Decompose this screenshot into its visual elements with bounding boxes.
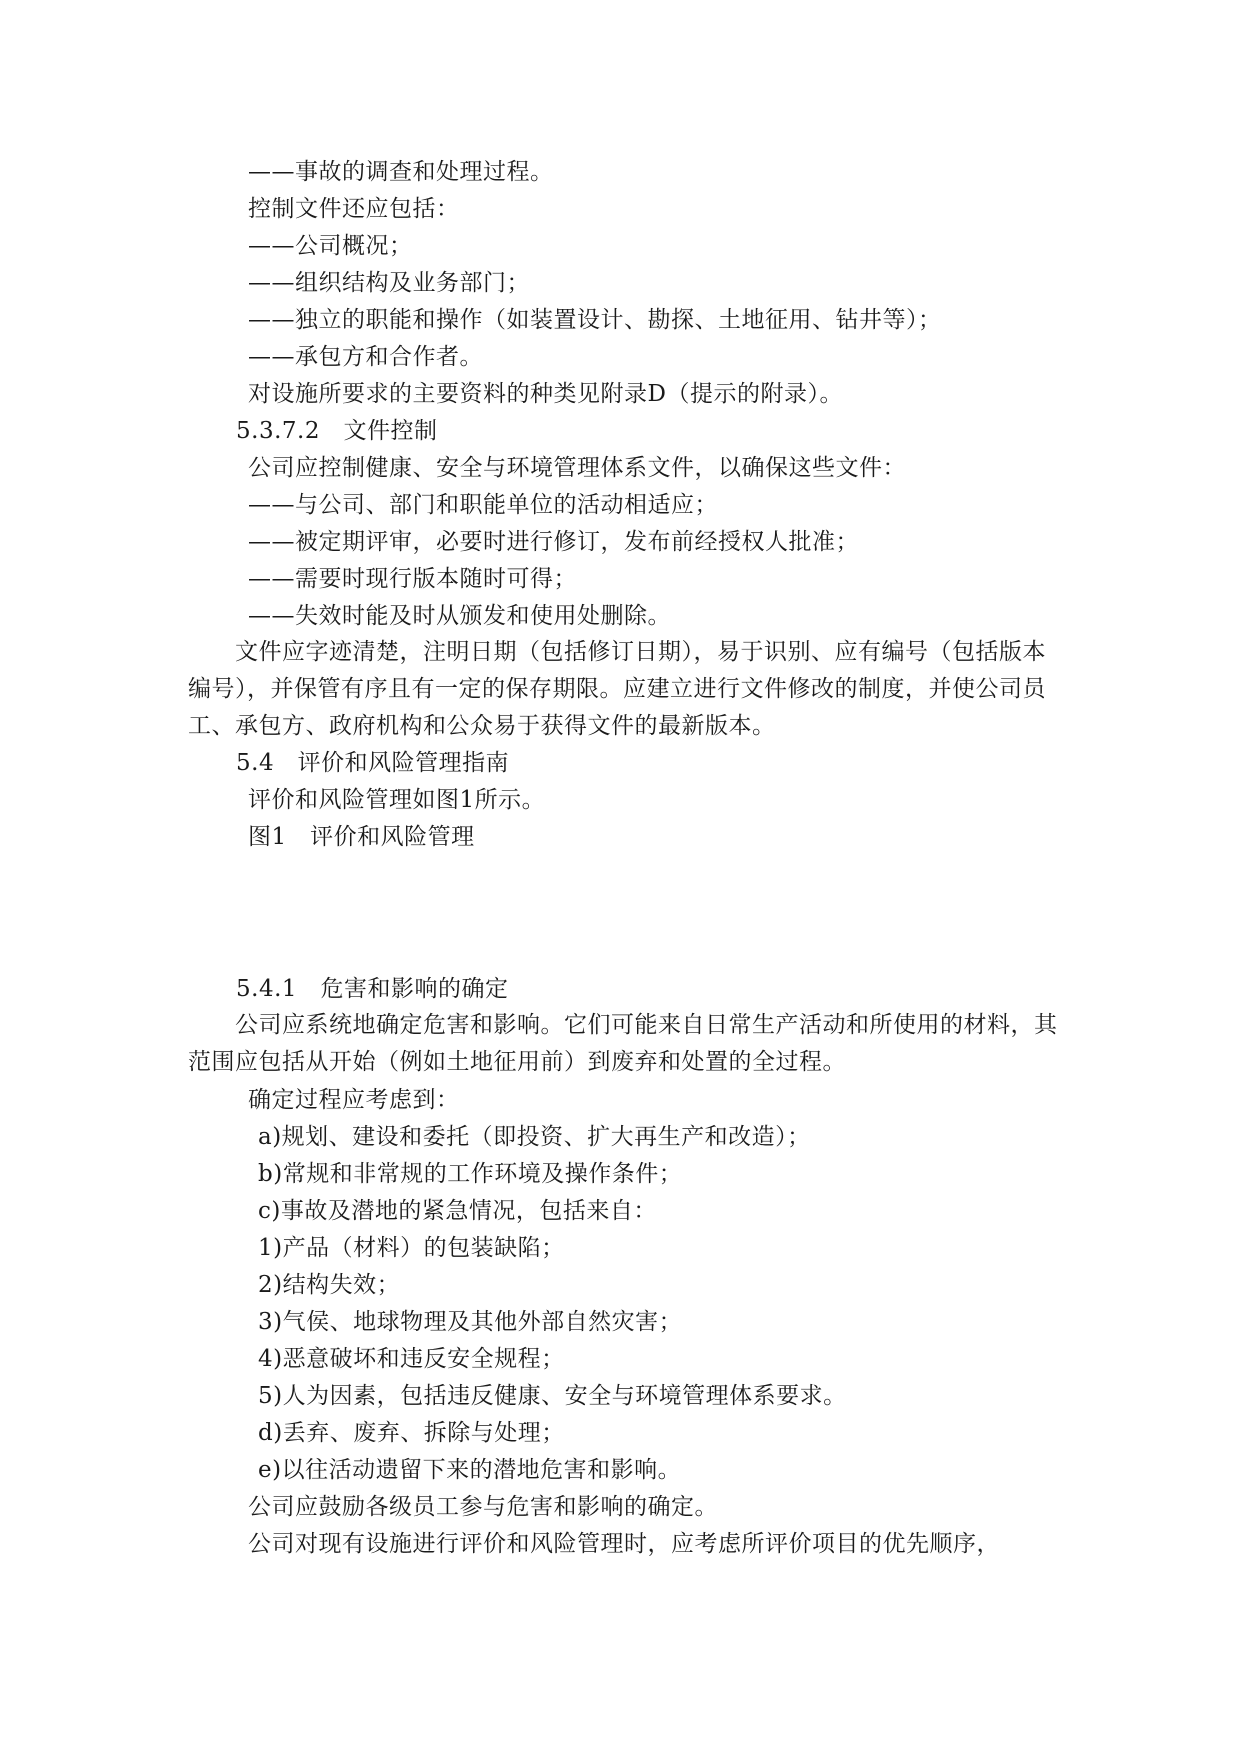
list-item: c)事故及潜地的紧急情况，包括来自：: [258, 1198, 657, 1224]
list-item: 2)结构失效；: [258, 1272, 401, 1298]
list-item: b)常规和非常规的工作环境及操作条件；: [258, 1161, 683, 1187]
list-item: d)丢弃、废弃、拆除与处理；: [258, 1420, 565, 1446]
paragraph-line: 公司对现有设施进行评价和风险管理时，应考虑所评价项目的优先顺序，: [248, 1531, 1000, 1557]
section-heading: 5.3.7.2 文件控制: [236, 418, 438, 444]
paragraph-line: ——承包方和合作者。: [248, 344, 483, 370]
paragraph-line: ——事故的调查和处理过程。: [248, 159, 554, 185]
paragraph-line: ——独立的职能和操作（如装置设计、勘探、土地征用、钻井等）；: [248, 307, 942, 333]
paragraph-line: 评价和风险管理如图1所示。: [248, 787, 546, 813]
paragraph-line: 确定过程应考虑到：: [248, 1087, 460, 1113]
list-item: a)规划、建设和委托（即投资、扩大再生产和改造）；: [258, 1124, 811, 1150]
paragraph-line: 公司应鼓励各级员工参与危害和影响的确定。: [248, 1494, 718, 1520]
list-item: 4)恶意破坏和违反安全规程；: [258, 1346, 565, 1372]
list-item: 3)气侯、地球物理及其他外部自然灾害；: [258, 1309, 683, 1335]
paragraph-line: ——组织结构及业务部门；: [248, 270, 530, 296]
list-item: e)以往活动遗留下来的潜地危害和影响。: [258, 1457, 682, 1483]
paragraph-line: 公司应控制健康、安全与环境管理体系文件，以确保这些文件：: [248, 455, 906, 481]
list-item: 1)产品（材料）的包装缺陷；: [258, 1235, 565, 1261]
paragraph-line: 控制文件还应包括：: [248, 196, 460, 222]
paragraph-line: ——被定期评审，必要时进行修订，发布前经授权人批准；: [248, 529, 859, 555]
paragraph-block: 文件应字迹清楚，注明日期（包括修订日期），易于识别、应有编号（包括版本编号），并保管有序且有一定的保存期限。应建立进行文件修改的制度，并使公司员工、承包方、政府机构和公众易于获得文件的最新版本。: [188, 639, 1046, 739]
paragraph-line: ——失效时能及时从颁发和使用处删除。: [248, 603, 671, 629]
section-heading: 5.4.1 危害和影响的确定: [236, 976, 509, 1002]
paragraph-line: 对设施所要求的主要资料的种类见附录D（提示的附录）。: [248, 381, 843, 407]
paragraph-line: ——与公司、部门和职能单位的活动相适应；: [248, 492, 718, 518]
paragraph-line: ——公司概况；: [248, 233, 413, 259]
section-heading: 5.4 评价和风险管理指南: [236, 750, 510, 776]
figure-caption: 图1 评价和风险管理: [248, 824, 475, 850]
paragraph-line: ——需要时现行版本随时可得；: [248, 566, 577, 592]
paragraph-block: 公司应系统地确定危害和影响。它们可能来自日常生产活动和所使用的材料，其范围应包括从开始（例如土地征用前）到废弃和处置的全过程。: [188, 1012, 1058, 1075]
list-item: 5)人为因素，包括违反健康、安全与环境管理体系要求。: [258, 1383, 847, 1409]
